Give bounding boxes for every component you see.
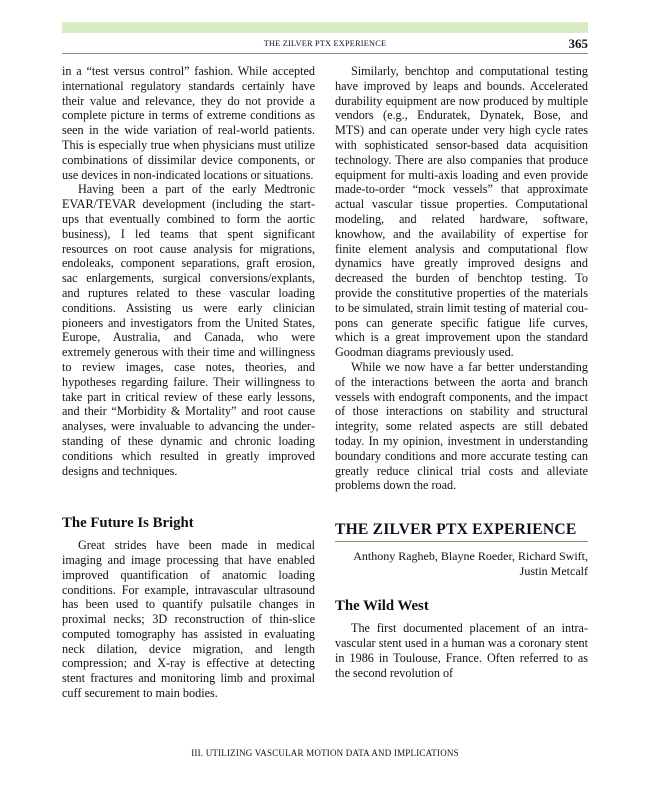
- section-heading-future: The Future Is Bright: [62, 515, 194, 532]
- left-paragraph-1: in a “test versus control” fashion. While accepted international regulatory standards certainly have their value and relevance, they do not provide a complete picture in terms of extreme conditions as seen in the wide variation of real-world patients. This is especially true when physicians must utilize combinations of dissimilar device components, or use devices in non-indicated locations or situations.: [62, 64, 315, 182]
- right-paragraph-3: The first documented placement of an intravascular stent used in a human was a coronary stent in 1986 in Toulouse, France. Often referred to as the second revolution of: [335, 621, 588, 680]
- author-line-1: Anthony Ragheb, Blayne Roeder, Richard Swift,: [353, 548, 588, 563]
- page-footer: III. UTILIZING VASCULAR MOTION DATA AND IMPLICATIONS: [191, 748, 459, 758]
- author-line-2: Justin Metcalf: [519, 563, 588, 578]
- left-paragraph-3: Great strides have been made in medical imaging and image processing that have enabled improved quantification of anatomic loading conditions. For example, intravascular ultrasound has been used to quantify pulsatile changes in proximal necks; 3D reconstruction of thin-slice computed tomography has assisted in evaluating neck dilation, device migration, and length compression; and X-ray is effective at detecting stent fractures and monitoring limb and proximal cuff securement to main bodies.: [62, 538, 315, 701]
- left-column: [62, 64, 315, 701]
- page-number: 365: [568, 36, 588, 51]
- section-heading-wild-west: The Wild West: [335, 597, 429, 614]
- author-list: [335, 549, 588, 579]
- left-paragraph-2: Having been a part of the early Medtronic EVAR/TEVAR development (including the start-ups that eventually combined to form the aortic business), I led teams that spent significant resources on root cause analysis for migrations, endoleaks, component separations, graft erosion, sac enlargements, surgical conversions/explants, and ruptures related to these vascular loading conditions. Assisting us were early clinician pioneers and investigators from the United States, Europe, Australia, and Canada, who were extremely generous with their time and willingness to review images, case notes, theories, and hypotheses regarding failure. Their willingness to take part in critical review of these early lessons, and their “Morbidity & Mortality” and root cause analyses, were invaluable to advancing the understanding of these dynamic and chronic loading conditions which resulted in greatly improved designs and techniques.: [62, 182, 315, 478]
- right-paragraph-1: Similarly, benchtop and computational testing have improved by leaps and bounds. Accelerated durability equipment are now produced by multiple vendors (e.g., Enduratek, Dynatek, Bose, and MTS) and can operate under very high cycle rates with sophisticated sensor-based data acquisition technology. There are also companies that produce equipment for multi-axis loading and even provide made-to-order “mock vessels” that approximate actual vascular tissue properties. Computational modeling, and related hardware, software, knowhow, and the availability of expertise for finite element analysis and computational flow dynamics have greatly improved designs and decreased the burden of benchtop testing. To provide the constitutive properties of the materials to be simulated, strain limit testing of material coupons can generate specific fatigue life curves, which is a great improvement upon the standard Goodman diagrams previously used.: [335, 64, 588, 360]
- header-rule: [62, 53, 588, 54]
- right-paragraph-2: While we now have a far better understanding of the interactions between the aorta and branch vessels with endograft components, and the impact of those interactions on stability and structural integrity, some related aspects are still debated today. In my opinion, investment in understanding boundary conditions and more accurate testing can greatly reduce clinical trial costs and alleviate problems down the road.: [335, 359, 588, 493]
- chapter-title: THE ZILVER PTX EXPERIENCE: [335, 523, 588, 542]
- right-column: [335, 64, 588, 680]
- running-title: THE ZILVER PTX EXPERIENCE: [263, 39, 387, 48]
- header-color-bar: [62, 22, 588, 33]
